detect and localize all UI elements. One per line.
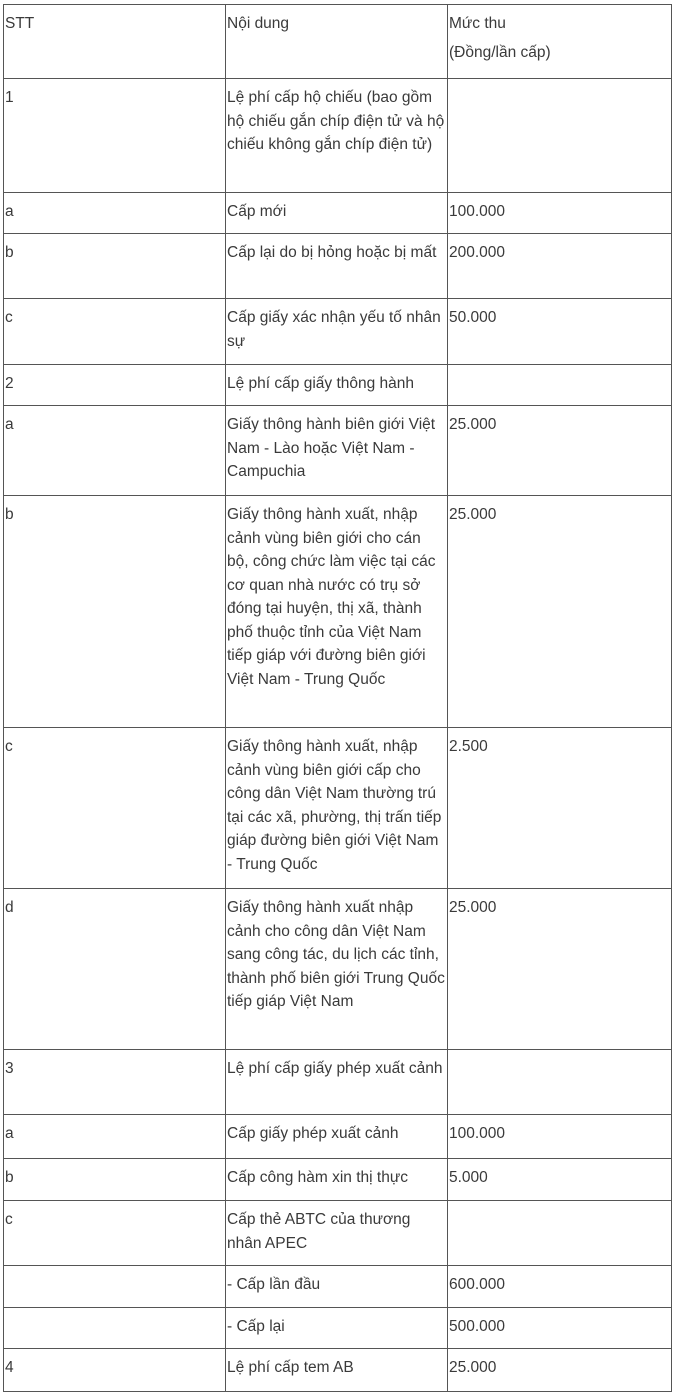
- cell-fee: [448, 79, 672, 193]
- cell-stt: b: [4, 496, 226, 728]
- table-row: [4, 193, 672, 234]
- cell-content: Cấp mới: [226, 193, 448, 234]
- cell-fee: 5.000: [448, 1159, 672, 1201]
- header-fee: [448, 5, 672, 79]
- cell-fee: 25.000: [448, 496, 672, 728]
- header-stt: STT: [4, 5, 226, 79]
- cell-fee: 25.000: [448, 406, 672, 496]
- cell-content: Lệ phí cấp tem AB: [226, 1349, 448, 1392]
- cell-stt: b: [4, 234, 226, 299]
- cell-fee: 100.000: [448, 1115, 672, 1159]
- header-row: [4, 5, 672, 79]
- cell-content: - Cấp lần đầu: [226, 1266, 448, 1308]
- cell-content: - Cấp lại: [226, 1308, 448, 1349]
- cell-fee: 25.000: [448, 889, 672, 1050]
- table-row: [4, 496, 672, 728]
- table-row: [4, 728, 672, 889]
- table-row: [4, 1308, 672, 1349]
- cell-fee: 500.000: [448, 1308, 672, 1349]
- cell-stt: 4: [4, 1349, 226, 1392]
- cell-content: Cấp công hàm xin thị thực: [226, 1159, 448, 1201]
- header-fee-line2: (Đồng/lần cấp): [449, 43, 551, 61]
- cell-fee: 50.000: [448, 299, 672, 365]
- cell-fee: 25.000: [448, 1349, 672, 1392]
- table-row: [4, 1159, 672, 1201]
- cell-stt: 2: [4, 365, 226, 406]
- cell-stt: b: [4, 1159, 226, 1201]
- table-row: [4, 299, 672, 365]
- table-row: [4, 1349, 672, 1392]
- cell-content: Lệ phí cấp giấy phép xuất cảnh: [226, 1050, 448, 1115]
- cell-content: Giấy thông hành biên giới Việt Nam - Lào hoặc Việt Nam - Campuchia: [226, 406, 448, 496]
- cell-content: Giấy thông hành xuất, nhập cảnh vùng biên giới cho cán bộ, công chức làm việc tại các cơ quan nhà nước có trụ sở đóng tại huyện, thị xã, thành phố thuộc tỉnh của Việt Nam tiếp giáp với đường biên giới Việt Nam - Trung Quốc: [226, 496, 448, 728]
- cell-stt: a: [4, 1115, 226, 1159]
- cell-stt: [4, 1266, 226, 1308]
- cell-content: Giấy thông hành xuất, nhập cảnh vùng biên giới cấp cho công dân Việt Nam thường trú tại các xã, phường, thị trấn tiếp giáp đường biên giới Việt Nam - Trung Quốc: [226, 728, 448, 889]
- table-row: [4, 79, 672, 193]
- table-row: [4, 1050, 672, 1115]
- table-row: [4, 1115, 672, 1159]
- cell-stt: 3: [4, 1050, 226, 1115]
- cell-fee: 100.000: [448, 193, 672, 234]
- cell-stt: a: [4, 193, 226, 234]
- cell-stt: c: [4, 1201, 226, 1266]
- table-row: [4, 1201, 672, 1266]
- header-content: Nội dung: [226, 5, 448, 79]
- cell-content: Cấp thẻ ABTC của thương nhân APEC: [226, 1201, 448, 1266]
- cell-content: Giấy thông hành xuất nhập cảnh cho công dân Việt Nam sang công tác, du lịch các tỉnh, thành phố biên giới Trung Quốc tiếp giáp Việt Nam: [226, 889, 448, 1050]
- fee-table: [3, 4, 672, 1392]
- cell-stt: c: [4, 728, 226, 889]
- cell-fee: 200.000: [448, 234, 672, 299]
- cell-fee: [448, 365, 672, 406]
- cell-fee: 2.500: [448, 728, 672, 889]
- header-fee-line1: Mức thu: [449, 15, 506, 32]
- cell-stt: c: [4, 299, 226, 365]
- table-row: [4, 889, 672, 1050]
- cell-fee: [448, 1201, 672, 1266]
- cell-content: Lệ phí cấp giấy thông hành: [226, 365, 448, 406]
- cell-stt: [4, 1308, 226, 1349]
- cell-stt: 1: [4, 79, 226, 193]
- cell-stt: a: [4, 406, 226, 496]
- table-row: [4, 406, 672, 496]
- cell-stt: d: [4, 889, 226, 1050]
- cell-content: Cấp giấy xác nhận yếu tố nhân sự: [226, 299, 448, 365]
- cell-fee: [448, 1050, 672, 1115]
- table-row: [4, 234, 672, 299]
- cell-fee: 600.000: [448, 1266, 672, 1308]
- table-row: [4, 1266, 672, 1308]
- cell-content: Cấp lại do bị hỏng hoặc bị mất: [226, 234, 448, 299]
- cell-content: Cấp giấy phép xuất cảnh: [226, 1115, 448, 1159]
- cell-content: Lệ phí cấp hộ chiếu (bao gồm hộ chiếu gắn chíp điện tử và hộ chiếu không gắn chíp điện tử): [226, 79, 448, 193]
- table-row: [4, 365, 672, 406]
